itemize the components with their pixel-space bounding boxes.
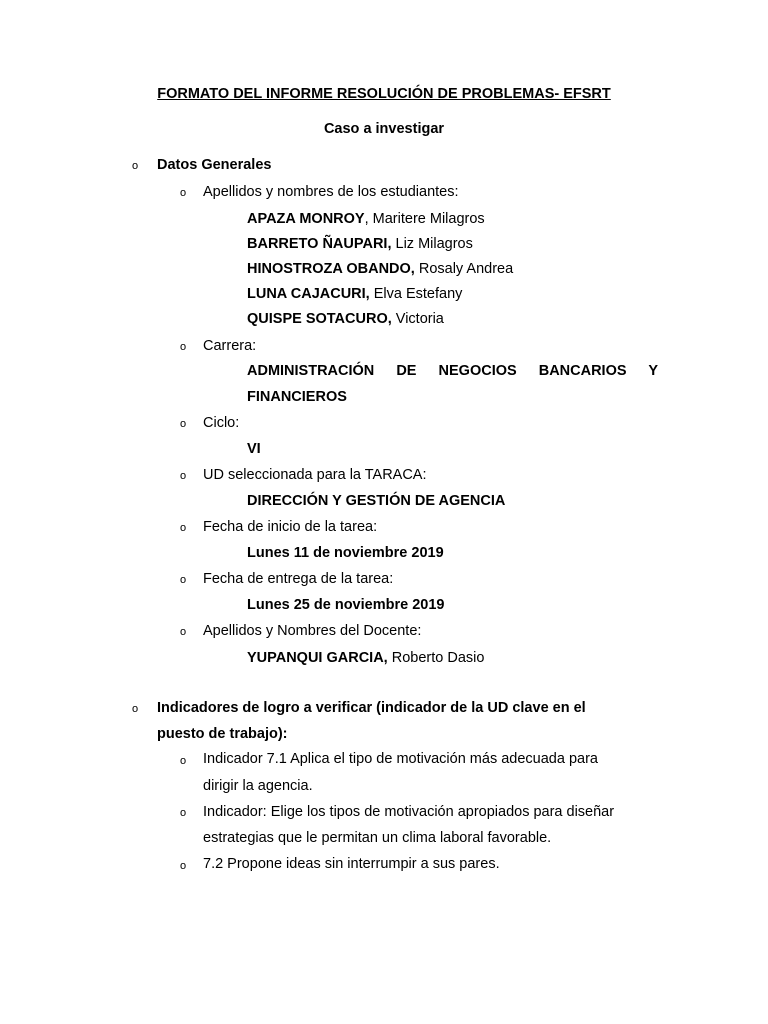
cycle-label: Ciclo:: [203, 415, 240, 431]
indicator-item-line1: 7.2 Propone ideas sin interrumpir a sus pares.: [203, 856, 500, 872]
bullet-icon: o: [180, 418, 187, 430]
bullet-icon: o: [180, 574, 187, 586]
bullet-icon: o: [132, 160, 139, 172]
start-date-value: Lunes 11 de noviembre 2019: [247, 545, 444, 561]
end-date-label: Fecha de entrega de la tarea:: [203, 571, 394, 587]
student-surname: BARRETO ÑAUPARI,: [247, 236, 392, 252]
teacher-label: Apellidos y Nombres del Docente:: [203, 623, 422, 639]
student-surname: LUNA CAJACURI,: [247, 286, 370, 302]
students-label: Apellidos y nombres de los estudiantes:: [203, 184, 459, 200]
document-title: FORMATO DEL INFORME RESOLUCIÓN DE PROBLEMAS- EFSRT: [157, 86, 611, 102]
end-date-value: Lunes 25 de noviembre 2019: [247, 597, 445, 613]
ud-value: DIRECCIÓN Y GESTIÓN DE AGENCIA: [247, 493, 506, 509]
student-entry: [247, 310, 444, 328]
bullet-icon: o: [180, 807, 187, 819]
student-given-name: Victoria: [391, 311, 444, 327]
teacher-surname: YUPANQUI GARCIA,: [247, 650, 388, 666]
section-heading-datos-generales: Datos Generales: [157, 157, 272, 173]
student-entry: [247, 260, 513, 278]
student-entry: [247, 235, 473, 253]
student-surname: APAZA MONROY: [247, 211, 365, 227]
indicator-item-line1: Indicador 7.1 Aplica el tipo de motivación más adecuada para: [203, 751, 598, 767]
section-heading-indicadores-line2: puesto de trabajo):: [157, 726, 288, 742]
career-value-line2: FINANCIEROS: [247, 389, 347, 405]
bullet-icon: o: [180, 860, 187, 872]
bullet-icon: o: [180, 626, 187, 638]
student-given-name: Maritere Milagros: [368, 211, 485, 227]
bullet-icon: o: [180, 522, 187, 534]
student-given-name: Rosaly Andrea: [414, 261, 514, 277]
bullet-icon: o: [180, 755, 187, 767]
indicator-item-line2: dirigir la agencia.: [203, 778, 313, 794]
student-given-name: Liz Milagros: [391, 236, 473, 252]
document-subtitle: Caso a investigar: [323, 121, 445, 137]
cycle-value: VI: [247, 441, 261, 457]
bullet-icon: o: [132, 703, 139, 715]
career-value-line1: ADMINISTRACIÓN DE NEGOCIOS BANCARIOS Y: [247, 363, 658, 379]
student-separator: ,: [364, 211, 369, 227]
bullet-icon: o: [180, 341, 187, 353]
teacher-entry: [247, 649, 484, 667]
indicator-item-line2: estrategias que le permitan un clima laboral favorable.: [203, 830, 552, 846]
student-entry: [247, 210, 485, 228]
career-label: Carrera:: [203, 338, 257, 354]
student-surname: HINOSTROZA OBANDO,: [247, 261, 415, 277]
ud-label: UD seleccionada para la TARACA:: [203, 467, 427, 483]
bullet-icon: o: [180, 470, 187, 482]
indicator-item-line1: Indicador: Elige los tipos de motivación apropiados para diseñar: [203, 804, 615, 820]
student-surname: QUISPE SOTACURO,: [247, 311, 392, 327]
student-given-name: Elva Estefany: [369, 286, 463, 302]
section-heading-indicadores-line1: Indicadores de logro a verificar (indicador de la UD clave en el: [157, 700, 586, 716]
start-date-label: Fecha de inicio de la tarea:: [203, 519, 378, 535]
teacher-given-name: Roberto Dasio: [387, 650, 485, 666]
bullet-icon: o: [180, 187, 187, 199]
student-entry: [247, 285, 462, 303]
